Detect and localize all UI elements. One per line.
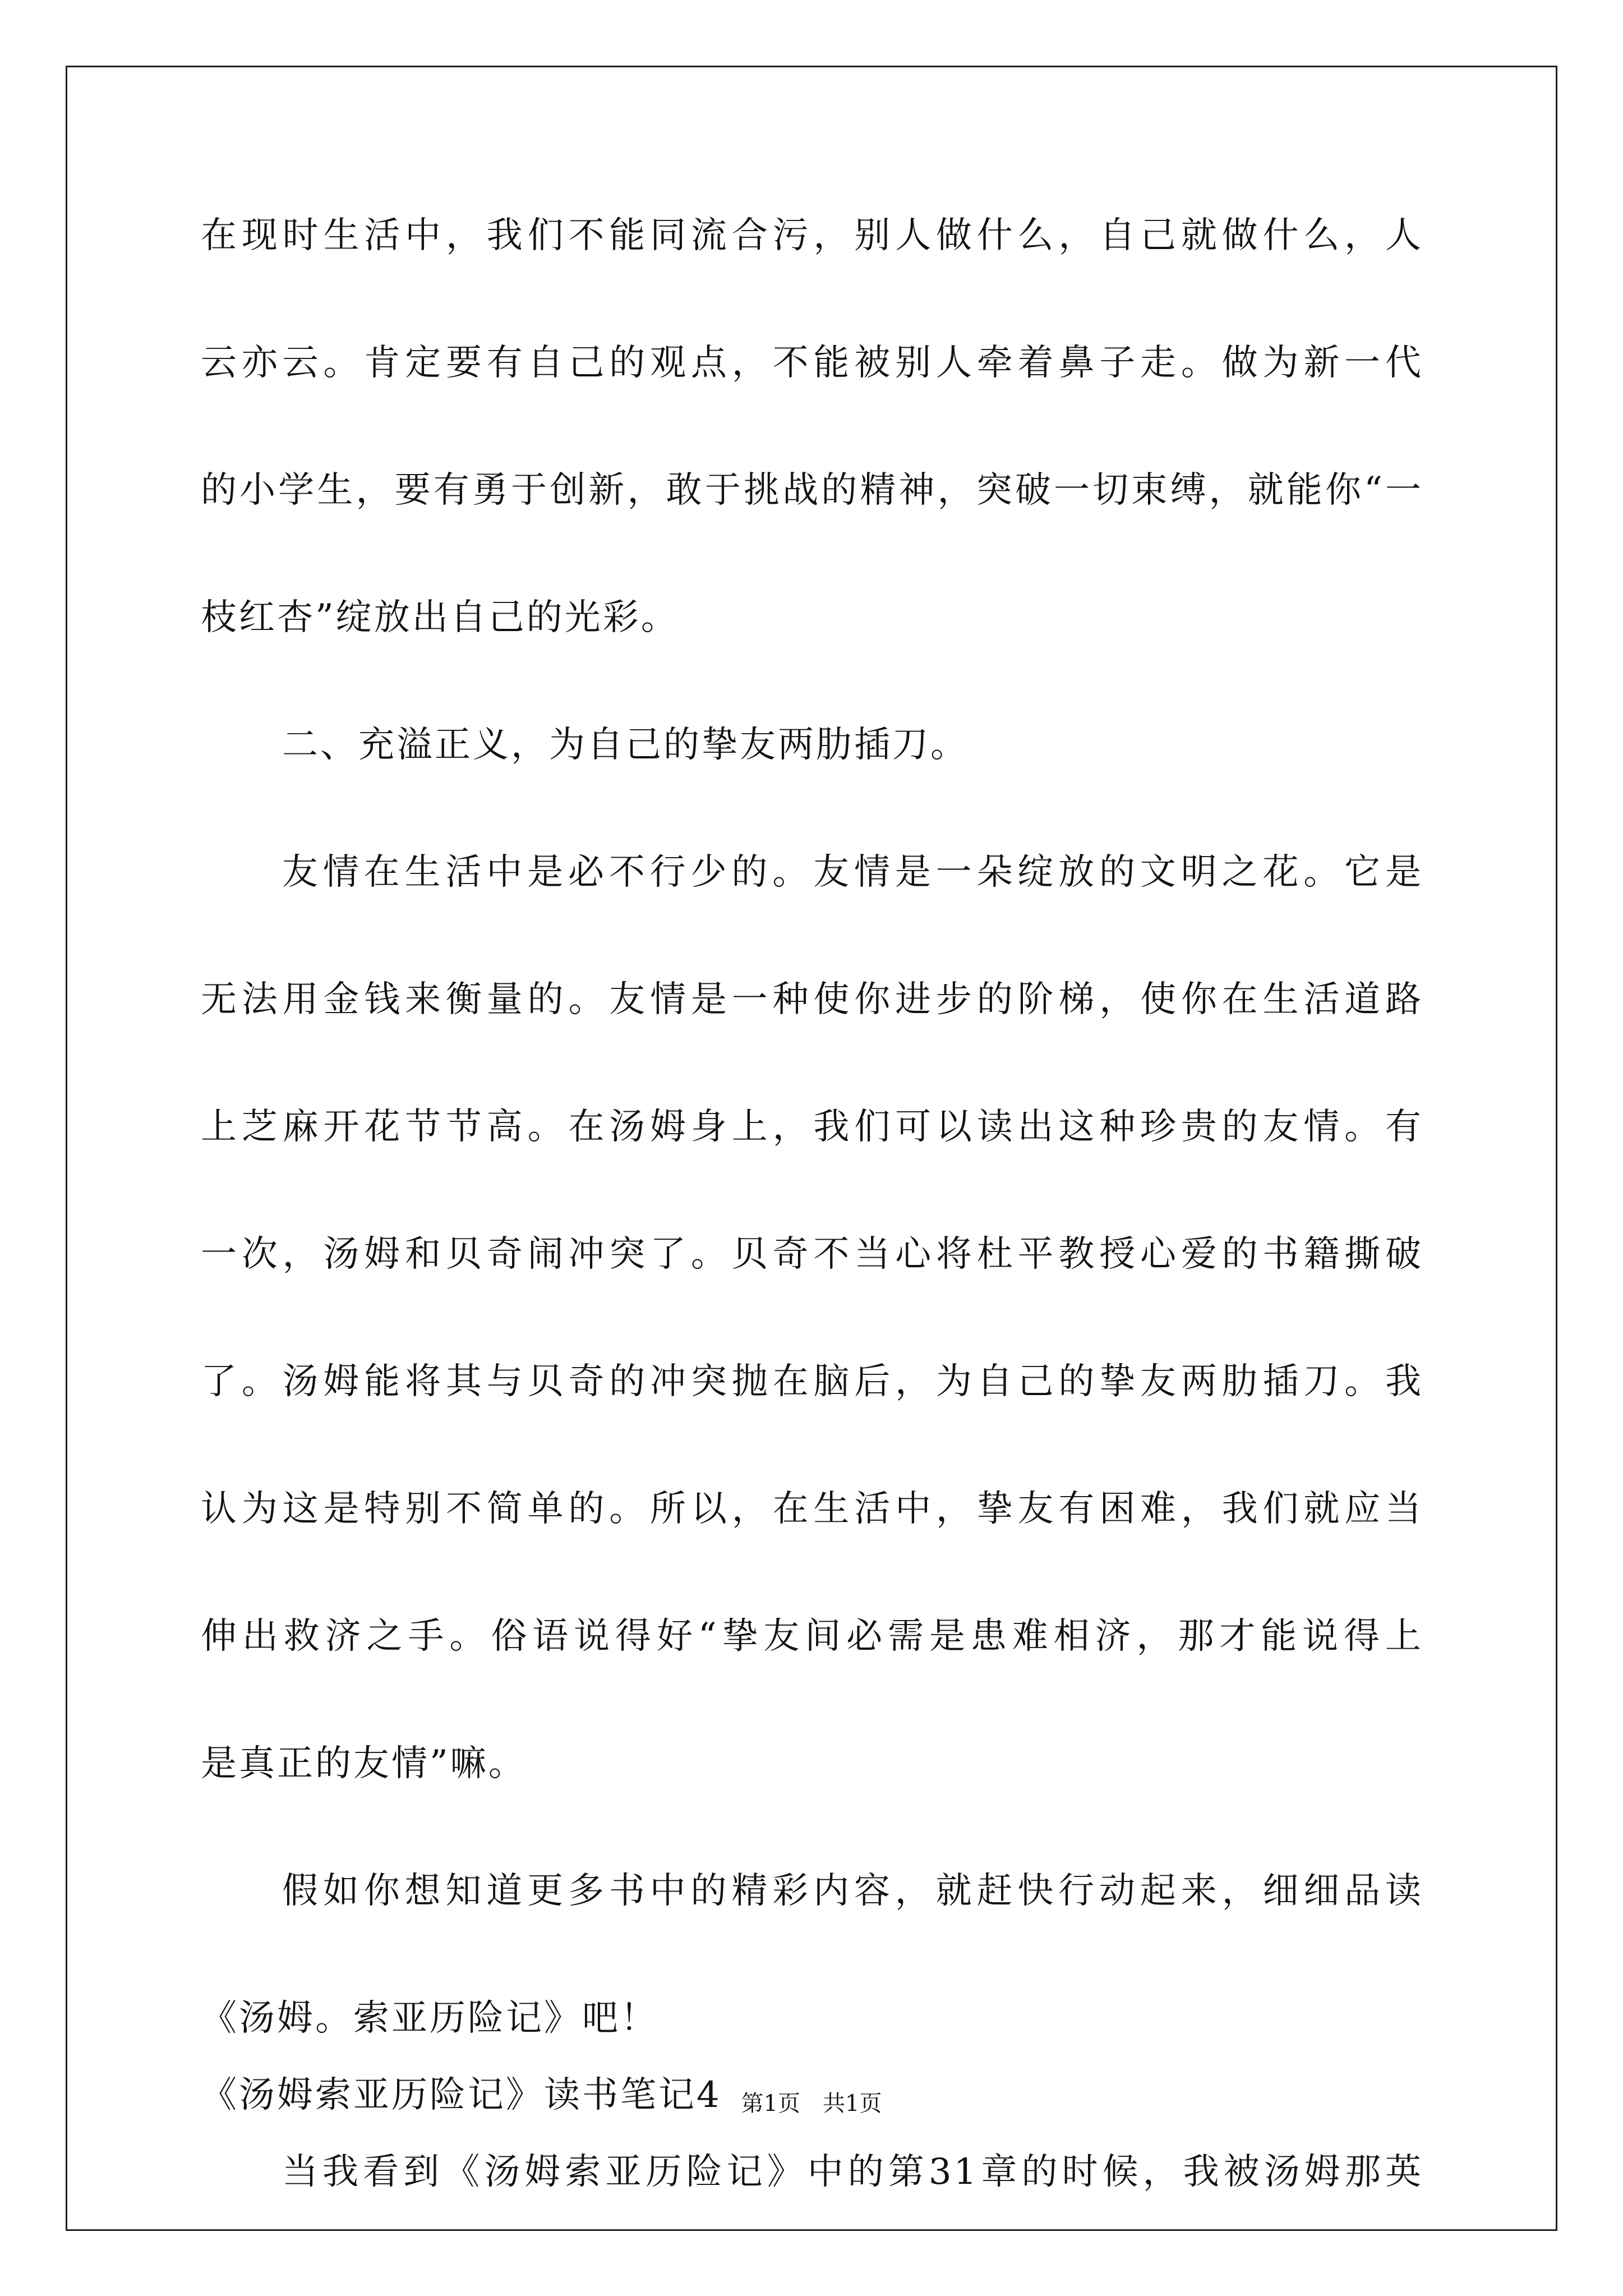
paragraph-line: 当我看到《汤姆索亚历险记》中的第31章的时候，我被汤姆那英 (282, 2151, 1423, 2193)
paragraph-line: 一次，汤姆和贝奇闹冲突了。贝奇不当心将杜平教授心爱的书籍撕破 (201, 1234, 1423, 1275)
paragraph-line: 伸出救济之手。俗语说得好“挚友间必需是患难相济，那才能说得上 (201, 1616, 1423, 1657)
paragraph-line: 了。汤姆能将其与贝奇的冲突抛在脑后，为自己的挚友两肋插刀。我 (201, 1361, 1423, 1402)
paragraph-line: 是真正的友情”嘛。 (201, 1743, 527, 1784)
paragraph-line: 友情在生活中是必不行少的。友情是一朵绽放的文明之花。它是 (282, 852, 1423, 893)
paragraph-line: 枝红杏”绽放出自己的光彩。 (201, 597, 679, 638)
page-footer: 第1页 共1页 (741, 2091, 882, 2116)
paragraph-line: 云亦云。肯定要有自己的观点，不能被别人牵着鼻子走。做为新一代 (201, 342, 1423, 384)
paragraph-line: 的小学生，要有勇于创新，敢于挑战的精神，突破一切束缚，就能你“一 (201, 470, 1423, 511)
paragraph-line: 认为这是特别不简单的。所以，在生活中，挚友有困难，我们就应当 (201, 1488, 1423, 1530)
paragraph-line: 《汤姆。索亚历险记》吧！ (201, 1998, 658, 2039)
section-heading: 二、充溢正义，为自己的挚友两肋插刀。 (282, 724, 969, 766)
paragraph-line: 上芝麻开花节节高。在汤姆身上，我们可以读出这种珍贵的友情。有 (201, 1106, 1423, 1148)
article-title: 《汤姆索亚历险记》读书笔记4 (201, 2074, 722, 2116)
paragraph-line: 在现时生活中，我们不能同流合污，别人做什么，自己就做什么，人 (201, 215, 1423, 256)
paragraph-line: 无法用金钱来衡量的。友情是一种使你进步的阶梯，使你在生活道路 (201, 979, 1423, 1020)
paragraph-line: 假如你想知道更多书中的精彩内容，就赶快行动起来，细细品读 (282, 1870, 1423, 1912)
